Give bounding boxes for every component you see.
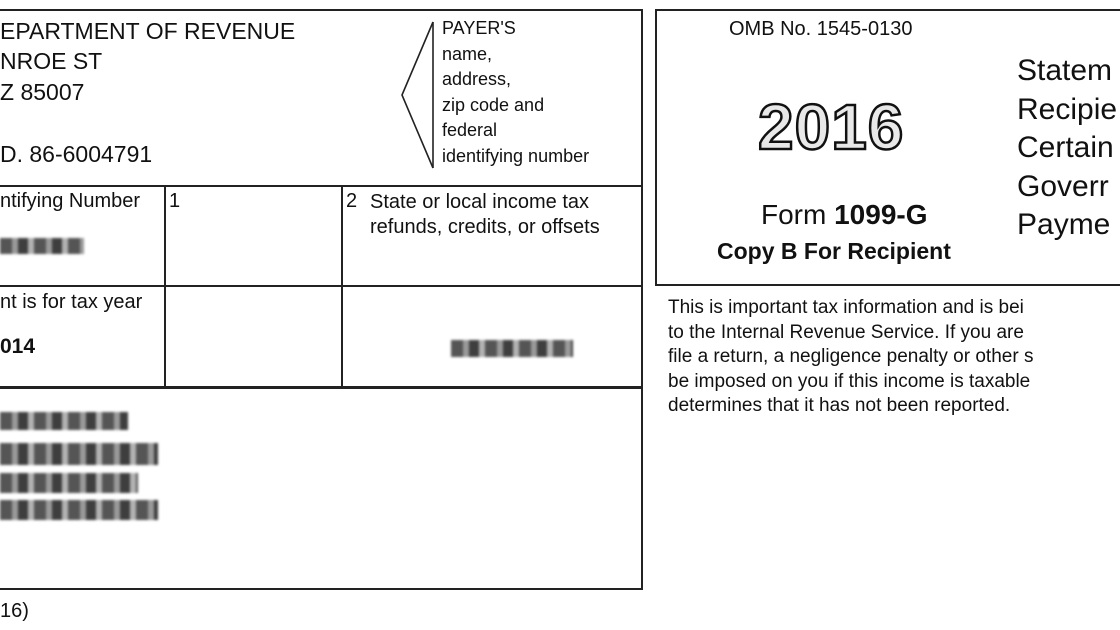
notice-line: determines that it has not been reported. (668, 395, 1011, 416)
box1-number: 1 (169, 190, 181, 212)
form-title-line: Goverr (1017, 169, 1109, 203)
payer-arrow-label (442, 16, 589, 169)
notice-line: This is important tax information and is bei (668, 297, 1024, 318)
notice-line: be imposed on you if this income is taxable (668, 370, 1031, 392)
payer-federal-id: D. 86-6004791 (0, 141, 153, 167)
omb-number: OMB No. 1545-0130 (729, 18, 913, 40)
box2-label-line: State or local income tax (370, 191, 589, 213)
form-word: Form (761, 199, 827, 230)
redacted-line (0, 412, 128, 430)
redacted-line (0, 443, 158, 465)
recipient-id-label: ntifying Number (0, 190, 141, 212)
divider-row-2 (0, 386, 642, 389)
form-title-line: Payme (1017, 208, 1111, 241)
box2-label (370, 190, 600, 240)
notice-line: file a return, a negligence penalty or other s (668, 346, 1034, 367)
payer-city: Z 85007 (0, 79, 85, 105)
form-title-line: Recipie (1017, 92, 1118, 126)
box2-label-line: refunds, credits, or offsets (370, 216, 600, 238)
left-arrow-icon (399, 20, 435, 170)
tax-year-label: nt is for tax year (0, 291, 143, 313)
arrow-label-line: identifying number (442, 145, 590, 166)
form-number (761, 199, 928, 231)
copy-b-label: Copy B For Recipient (717, 238, 951, 264)
redacted-box2-amount (451, 340, 573, 357)
box2-number: 2 (346, 190, 358, 212)
arrow-label-line: PAYER'S (442, 18, 516, 38)
form-title (1017, 52, 1117, 245)
arrow-label-line: federal (442, 120, 498, 140)
tax-notice (668, 296, 1033, 419)
arrow-label-line: zip code and (442, 94, 545, 115)
form-revision-fragment: 16) (0, 600, 29, 622)
redacted-line (0, 473, 138, 493)
redacted-line (0, 500, 158, 520)
divider-row-1 (0, 285, 642, 287)
form-title-line: Statem (1017, 54, 1113, 87)
tax-year-value: 014 (0, 335, 36, 358)
form-number-value: 1099-G (834, 199, 928, 230)
redacted-recipient-id (0, 238, 84, 254)
form-title-line: Certain (1017, 131, 1114, 164)
arrow-label-line: name, (442, 43, 493, 64)
form-year: 2016 (758, 91, 905, 163)
notice-line: to the Internal Revenue Service. If you are (668, 321, 1024, 343)
payer-name: EPARTMENT OF REVENUE (0, 18, 296, 44)
arrow-label-line: address, (442, 69, 512, 89)
payer-street: NROE ST (0, 48, 103, 74)
